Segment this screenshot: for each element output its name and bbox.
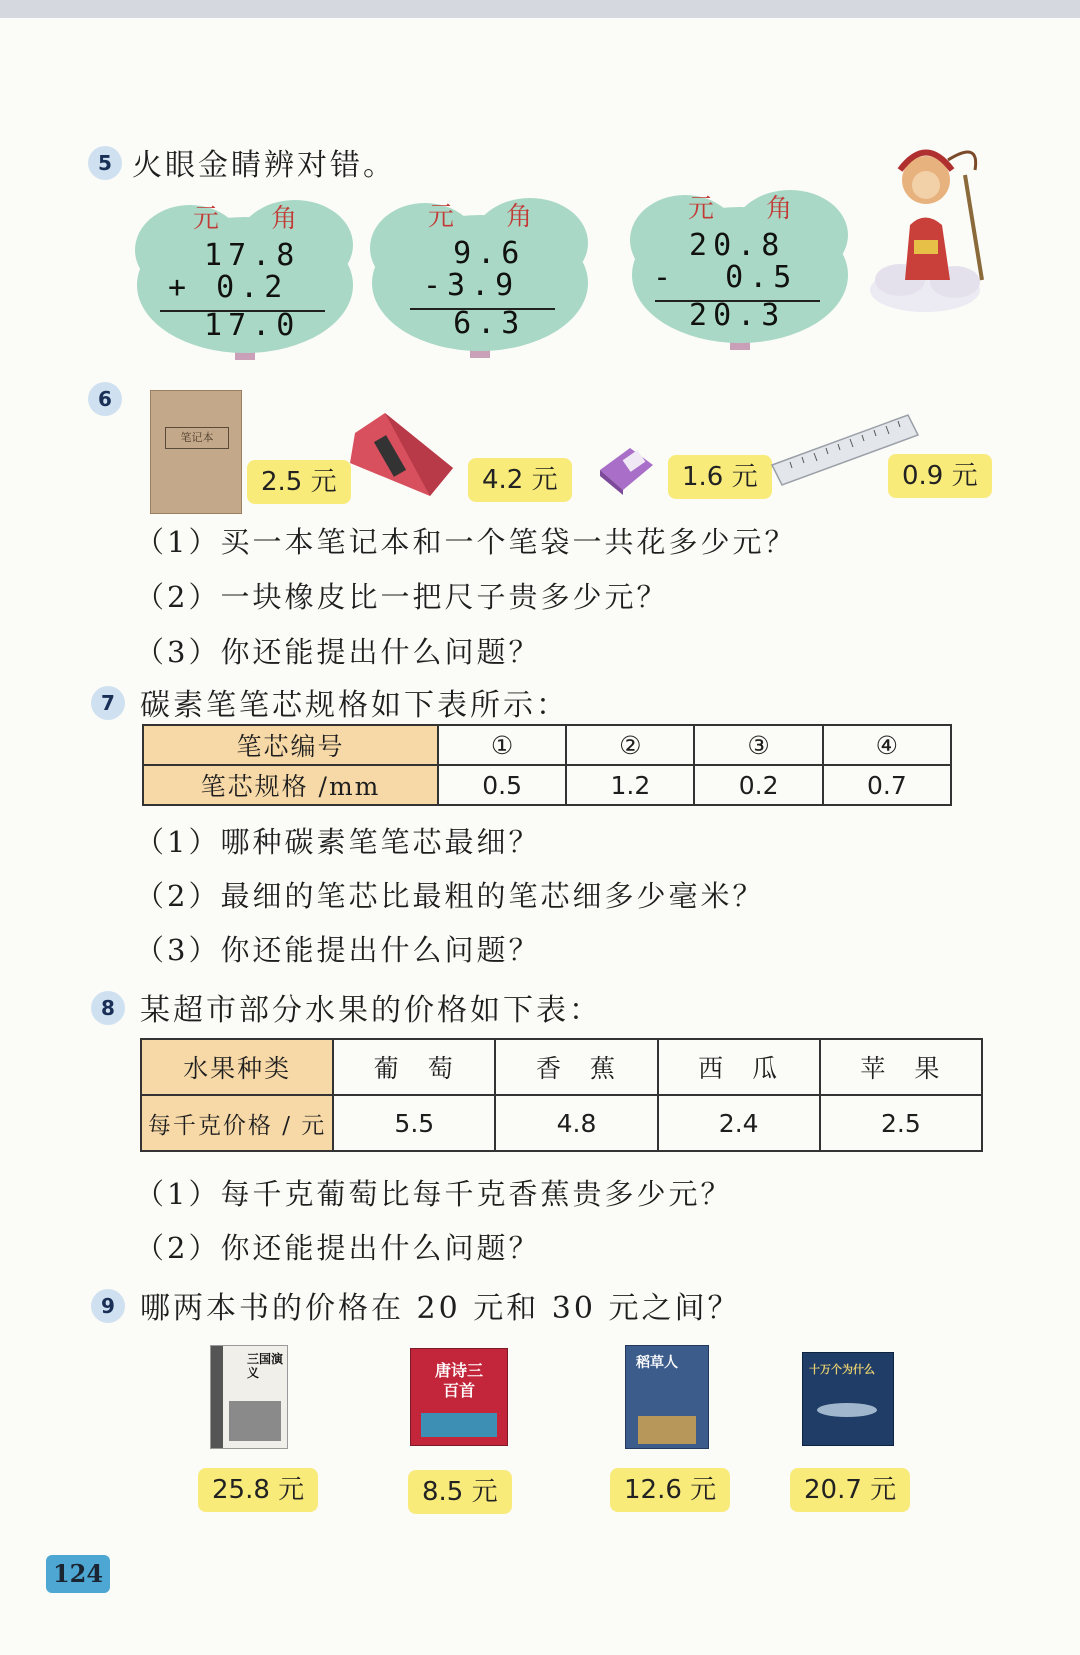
eraser-image (595, 440, 655, 495)
table-cell: ③ (694, 725, 822, 765)
eraser-price: 1.6 元 (668, 455, 772, 499)
top-shade (0, 0, 1080, 18)
book-price: 25.8 元 (198, 1468, 318, 1512)
table-cell: 4.8 (495, 1095, 657, 1151)
table-cell: 苹 果 (820, 1039, 982, 1095)
calc-result: 17.0 (180, 308, 301, 343)
tree-3 (625, 180, 855, 355)
unit-label: 元 角 (192, 204, 320, 234)
book-sanguo (210, 1345, 288, 1449)
calc-line2: -3.9 (423, 268, 520, 303)
book-title: 十万个为什么 (809, 1363, 875, 1376)
calc-line1: 9.6 (405, 236, 526, 271)
q8-question-1: （1）每千克葡萄比每千克香蕉贵多少元？ (135, 1177, 733, 1211)
table-cell: 1.2 (566, 765, 694, 805)
table-cell: 0.5 (438, 765, 566, 805)
pencil-case-price: 4.2 元 (468, 458, 572, 502)
table-cell: 5.5 (333, 1095, 495, 1151)
fruit-price-table (140, 1038, 983, 1152)
q8-question-2: （2）你还能提出什么问题？ (135, 1231, 541, 1265)
q6-question-2: （2）一块橡皮比一把尺子贵多少元？ (135, 580, 669, 614)
calc-line1: 17.8 (180, 238, 301, 273)
q7-question-3: （3）你还能提出什么问题？ (135, 933, 541, 967)
table-cell: 葡 萄 (333, 1039, 495, 1095)
table-cell: ④ (823, 725, 951, 765)
pencil-case-image (345, 408, 460, 503)
unit-label: 元 角 (427, 202, 555, 232)
q6-question-1: （1）买一本笔记本和一个笔袋一共花多少元？ (135, 525, 797, 559)
page-number: 124 (46, 1555, 110, 1593)
book-title: 稻草人 (636, 1355, 678, 1371)
table-cell: 2.4 (658, 1095, 820, 1151)
book-price: 12.6 元 (610, 1468, 730, 1512)
q7-title: 碳素笔笔芯规格如下表所示： (140, 688, 569, 723)
notebook-price: 2.5 元 (247, 460, 351, 504)
question-number-8: 8 (91, 991, 125, 1025)
q7-question-1: （1）哪种碳素笔笔芯最细？ (135, 825, 541, 859)
table-header-cell: 笔芯编号 (143, 725, 438, 765)
table-cell: 0.2 (694, 765, 822, 805)
ruler-price: 0.9 元 (888, 454, 992, 498)
calc-line2: - 0.5 (653, 260, 798, 295)
table-header-cell: 笔芯规格 /mm (143, 765, 438, 805)
q9-title: 哪两本书的价格在 20 元和 30 元之间？ (140, 1291, 741, 1326)
table-cell: ② (566, 725, 694, 765)
book-price: 20.7 元 (790, 1468, 910, 1512)
table-cell: 西 瓜 (658, 1039, 820, 1095)
question-number-6: 6 (88, 382, 122, 416)
tree-2 (365, 188, 595, 363)
calc-line2: + 0.2 (168, 270, 289, 305)
unit-label: 元 角 (687, 194, 815, 224)
notebook-label: 笔记本 (165, 427, 229, 449)
book-shiwange (802, 1352, 894, 1446)
notebook-image (150, 390, 242, 514)
refill-spec-table (142, 724, 952, 806)
q7-question-2: （2）最细的笔芯比最粗的笔芯细多少毫米？ (135, 879, 765, 913)
question-number-5: 5 (88, 146, 122, 180)
q8-title: 某超市部分水果的价格如下表： (140, 993, 602, 1028)
book-daocaoren (625, 1345, 709, 1449)
book-title: 唐诗三百首 (434, 1361, 483, 1400)
q5-title: 火眼金睛辨对错。 (132, 148, 396, 183)
calc-result: 6.3 (405, 306, 526, 341)
q6-question-3: （3）你还能提出什么问题？ (135, 635, 541, 669)
book-price: 8.5 元 (408, 1470, 512, 1514)
question-number-9: 9 (91, 1289, 125, 1323)
table-cell: 0.7 (823, 765, 951, 805)
table-header-cell: 每千克价格 / 元 (141, 1095, 333, 1151)
question-number-7: 7 (91, 686, 125, 720)
tree-1 (130, 190, 360, 365)
book-title: 三国演义 (247, 1352, 284, 1380)
table-cell: 2.5 (820, 1095, 982, 1151)
book-tangshi (410, 1348, 508, 1446)
monkey-king-illustration (870, 130, 990, 320)
table-cell: ① (438, 725, 566, 765)
table-cell: 香 蕉 (495, 1039, 657, 1095)
calc-result: 20.3 (665, 298, 786, 333)
calc-line1: 20.8 (665, 228, 786, 263)
table-header-cell: 水果种类 (141, 1039, 333, 1095)
